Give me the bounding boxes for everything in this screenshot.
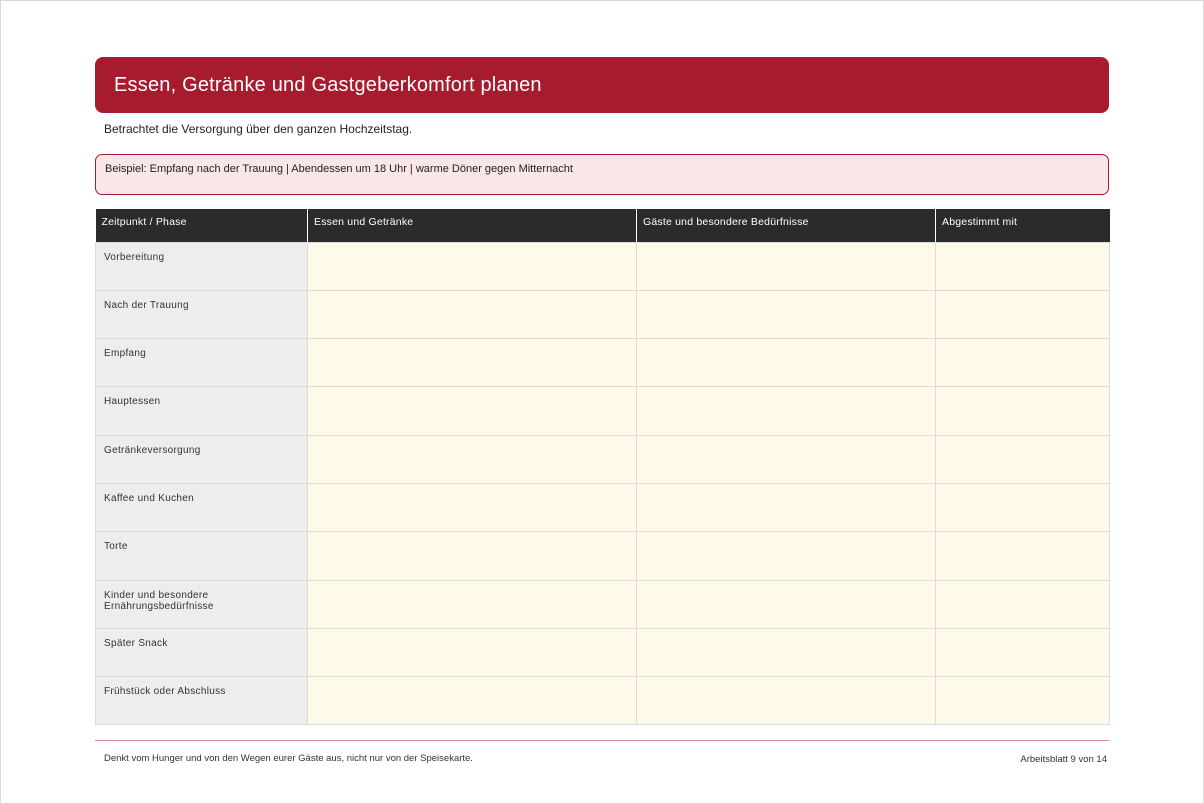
table-row [96, 580, 1110, 628]
agreed-with-cell[interactable] [936, 339, 1110, 387]
food-drinks-cell[interactable] [308, 339, 637, 387]
guests-needs-cell[interactable] [637, 628, 936, 676]
guests-needs-cell[interactable] [637, 532, 936, 580]
agreed-with-cell[interactable] [936, 435, 1110, 483]
agreed-with-cell[interactable] [936, 290, 1110, 338]
page-title: Essen, Getränke und Gastgeberkomfort planen [114, 73, 542, 96]
guests-needs-cell[interactable] [637, 483, 936, 531]
guests-needs-cell[interactable] [637, 339, 936, 387]
agreed-with-cell[interactable] [936, 532, 1110, 580]
phase-cell: Kaffee und Kuchen [96, 483, 308, 531]
food-drinks-cell[interactable] [308, 483, 637, 531]
food-drinks-cell[interactable] [308, 532, 637, 580]
example-text: Beispiel: Empfang nach der Trauung | Abendessen um 18 Uhr | warme Döner gegen Mitternacht [105, 163, 573, 175]
page-number: Arbeitsblatt 9 von 14 [1020, 754, 1107, 765]
footer-note: Denkt vom Hunger und von den Wegen eurer Gäste aus, nicht nur von der Speisekarte. [104, 753, 473, 764]
phase-cell: Nach der Trauung [96, 290, 308, 338]
food-drinks-cell[interactable] [308, 242, 637, 290]
footer-divider [95, 740, 1109, 741]
food-drinks-cell[interactable] [308, 628, 637, 676]
guests-needs-cell[interactable] [637, 242, 936, 290]
table-row [96, 242, 1110, 290]
table-row [96, 677, 1110, 725]
planning-table [95, 209, 1110, 725]
phase-cell: Frühstück oder Abschluss [96, 677, 308, 725]
phase-cell: Kinder und besondere Ernährungsbedürfnisse [96, 580, 308, 628]
phase-cell: Hauptessen [96, 387, 308, 435]
table-row [96, 628, 1110, 676]
phase-cell: Vorbereitung [96, 242, 308, 290]
title-bar [95, 57, 1109, 113]
food-drinks-cell[interactable] [308, 580, 637, 628]
food-drinks-cell[interactable] [308, 677, 637, 725]
column-header-agreed-with: Abgestimmt mit [936, 209, 1110, 242]
table-row [96, 339, 1110, 387]
table-row [96, 483, 1110, 531]
guests-needs-cell[interactable] [637, 290, 936, 338]
guests-needs-cell[interactable] [637, 387, 936, 435]
column-header-phase: Zeitpunkt / Phase [96, 209, 308, 242]
table-header-row [96, 209, 1110, 242]
column-header-food-drinks: Essen und Getränke [308, 209, 637, 242]
food-drinks-cell[interactable] [308, 435, 637, 483]
table-row [96, 435, 1110, 483]
phase-cell: Torte [96, 532, 308, 580]
guests-needs-cell[interactable] [637, 677, 936, 725]
phase-cell: Empfang [96, 339, 308, 387]
agreed-with-cell[interactable] [936, 387, 1110, 435]
column-header-guests-needs: Gäste und besondere Bedürfnisse [637, 209, 936, 242]
table-row [96, 532, 1110, 580]
food-drinks-cell[interactable] [308, 387, 637, 435]
guests-needs-cell[interactable] [637, 435, 936, 483]
agreed-with-cell[interactable] [936, 677, 1110, 725]
guests-needs-cell[interactable] [637, 580, 936, 628]
agreed-with-cell[interactable] [936, 628, 1110, 676]
phase-cell: Später Snack [96, 628, 308, 676]
example-box [95, 154, 1109, 195]
agreed-with-cell[interactable] [936, 483, 1110, 531]
agreed-with-cell[interactable] [936, 242, 1110, 290]
table-row [96, 290, 1110, 338]
table-row [96, 387, 1110, 435]
intro-text: Betrachtet die Versorgung über den ganzen Hochzeitstag. [104, 122, 413, 136]
food-drinks-cell[interactable] [308, 290, 637, 338]
phase-cell: Getränkeversorgung [96, 435, 308, 483]
agreed-with-cell[interactable] [936, 580, 1110, 628]
